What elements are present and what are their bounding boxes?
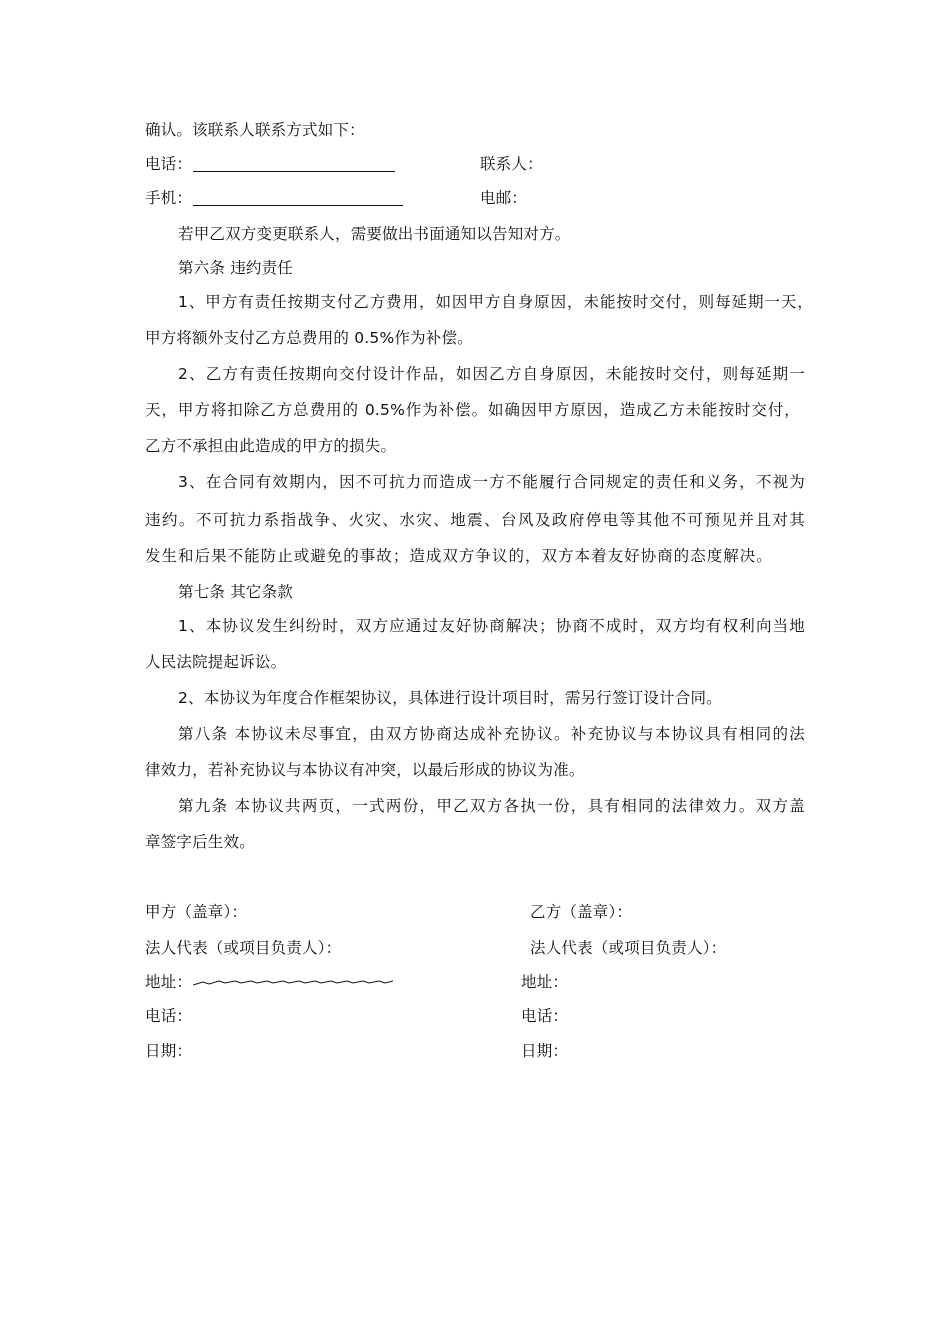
- article6-p1-line1: 1、甲方有责任按期支付乙方费用，如因甲方自身原因，未能按时交付，则每延期一天，: [178, 293, 813, 311]
- party-a-phone-label: 电话：: [145, 1007, 193, 1025]
- article8-line1: 第八条 本协议未尽事宜，由双方协商达成补充协议。补充协议与本协议具有相同的法: [178, 725, 805, 743]
- party-a-rep-label: 法人代表（或项目负责人）：: [145, 939, 342, 957]
- contact-confirm-text: 确认。该联系人联系方式如下：: [145, 121, 365, 139]
- mobile-blank-line: [193, 205, 403, 206]
- article9-line1: 第九条 本协议共两页，一式两份，甲乙双方各执一份，具有相同的法律效力。双方盖: [178, 797, 805, 815]
- article9-line2: 章签字后生效。: [145, 833, 255, 851]
- article6-p2-line2: 天，甲方将扣除乙方总费用的 0.5%作为补偿。如确因甲方原因，造成乙方未能按时交付，: [145, 401, 800, 419]
- party-a-address-blank-line: [193, 979, 393, 987]
- party-b-date-label: 日期：: [521, 1042, 569, 1060]
- mobile-label: 手机：: [145, 189, 193, 207]
- party-a-address-label: 地址：: [145, 973, 193, 991]
- party-a-seal-label: 甲方（盖章）：: [145, 903, 248, 921]
- party-b-rep-label: 法人代表（或项目负责人）：: [530, 939, 727, 957]
- article6-p3-line2: 违约。不可抗力系指战争、火灾、水灾、地震、台风及政府停电等其他不可预见并且对其: [145, 511, 805, 529]
- article6-p3-line1: 3、在合同有效期内，因不可抗力而造成一方不能履行合同规定的责任和义务，不视为: [178, 473, 805, 491]
- article6-p2-line1: 2、乙方有责任按期向交付设计作品，如因乙方自身原因，未能按时交付，则每延期一: [178, 365, 805, 383]
- contact-person-label: 联系人：: [480, 155, 543, 173]
- article8-line2: 律效力，若补充协议与本协议有冲突，以最后形成的协议为准。: [145, 761, 585, 779]
- article6-p3-line3: 发生和后果不能防止或避免的事故；造成双方争议的，双方本着友好协商的态度解决。: [145, 547, 772, 565]
- party-b-address-label: 地址：: [521, 973, 569, 991]
- article7-p1-line1: 1、本协议发生纠纷时，双方应通过友好协商解决；协商不成时，双方均有权利向当地: [178, 617, 805, 635]
- article6-p2-line3: 乙方不承担由此造成的甲方的损失。: [145, 437, 397, 455]
- article7-p2-line1: 2、本协议为年度合作框架协议，具体进行设计项目时，需另行签订设计合同。: [178, 689, 722, 707]
- article6-p1-line2: 甲方将额外支付乙方总费用的 0.5%作为补偿。: [145, 329, 473, 347]
- party-b-phone-label: 电话：: [521, 1007, 569, 1025]
- party-a-date-label: 日期：: [145, 1042, 193, 1060]
- phone-label: 电话：: [145, 155, 193, 173]
- party-b-seal-label: 乙方（盖章）：: [530, 903, 633, 921]
- phone-blank-line: [193, 171, 395, 172]
- change-notice: 若甲乙双方变更联系人，需要做出书面通知以告知对方。: [178, 225, 571, 243]
- article7-p1-line2: 人民法院提起诉讼。: [145, 653, 287, 671]
- article6-title: 第六条 违约责任: [178, 259, 294, 277]
- email-label: 电邮：: [480, 189, 528, 207]
- article7-title: 第七条 其它条款: [178, 583, 294, 601]
